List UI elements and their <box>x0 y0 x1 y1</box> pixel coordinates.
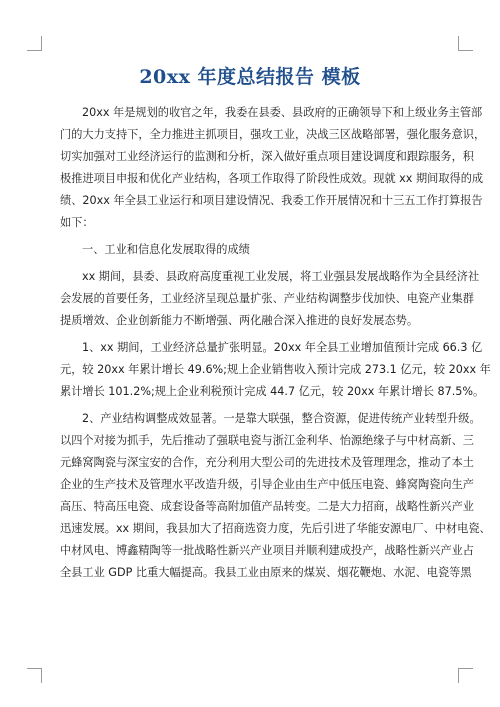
text-line: 如下： <box>60 216 94 229</box>
text-line: 企业的生产技术及管理水平改造升级，引导企业由生产中低压电瓷、蜂窝陶瓷向生产 <box>60 478 474 491</box>
text-line: 高压、特高压电瓷、成套设备等高附加值产品转变。二是大力招商，战略性新兴产业 <box>60 500 474 513</box>
text-line: 元蜂窝陶瓷与深宝安的合作，充分利用大型公司的先进技术及管理理念，推动了本土 <box>60 456 474 469</box>
text-line: 以四个对接为抓手，先后推动了强联电瓷与浙江金利华、怡源绝缘子与中材高新、三 <box>60 434 474 447</box>
text-line: 迅速发展。xx 期间，我县加大了招商选资力度，先后引进了华能安源电厂、中材电瓷、 <box>60 522 491 535</box>
document-title: 20xx 年度总结报告 模板 <box>139 66 361 88</box>
crop-mark-bottom-left <box>27 668 42 683</box>
crop-mark-bottom-right <box>458 668 473 683</box>
text-line: 2、产业结构调整成效显著。一是靠大联强，整合资源，促进传统产业转型升级。 <box>82 412 481 425</box>
text-line: 切实加强对工业经济运行的监测和分析，深入做好重点项目建设调度和跟踪服务，积 <box>60 150 474 163</box>
text-line: 会发展的首要任务，工业经济呈现总量扩张、产业结构调整步伐加快、电瓷产业集群 <box>60 292 474 305</box>
text-line: xx 期间，县委、县政府高度重视工业发展，将工业强县发展战略作为全县经济社 <box>82 270 480 283</box>
document-body <box>60 102 491 584</box>
text-line: 绩、20xx 年全县工业运行和项目建设情况、我委工作开展情况和十三五工作打算报告 <box>60 194 483 207</box>
text-line: 门的大力支持下，全力推进主抓项目，强攻工业，决战三区战略部署，强化服务意识， <box>60 128 486 141</box>
text-line: 一、工业和信息化发展取得的成绩 <box>82 243 250 256</box>
text-line: 1、xx 期间，工业经济总量扩张明显。20xx 年全县工业增加值预计完成 66.3 亿 <box>82 341 483 354</box>
text-line: 中材风电、博鑫精陶等一批战略性新兴产业项目并顺利建成投产，战略性新兴产业占 <box>60 544 474 557</box>
text-line: 全县工业 GDP 比重大幅提高。我县工业由原来的煤炭、烟花鞭炮、水泥、电瓷等黑 <box>60 566 472 579</box>
text-line: 20xx 年是规划的收官之年，我委在县委、县政府的正确领导下和上级业务主管部 <box>82 106 483 119</box>
text-line: 提质增效、企业创新能力不断增强、两化融合深入推进的良好发展态势。 <box>60 314 419 327</box>
text-line: 累计增长 101.2%;规上企业利税预计完成 44.7 亿元，较 20xx 年累计增长 87.5%。 <box>60 385 485 398</box>
crop-mark-top-right <box>458 36 473 51</box>
text-line: 元，较 20xx 年累计增长 49.6%;规上企业销售收入预计完成 273.1 亿元，较 20xx 年 <box>60 363 491 376</box>
text-line: 极推进项目申报和优化产业结构，各项工作取得了阶段性成效。现就 xx 期间取得的成 <box>60 172 484 185</box>
crop-mark-top-left <box>27 36 42 51</box>
